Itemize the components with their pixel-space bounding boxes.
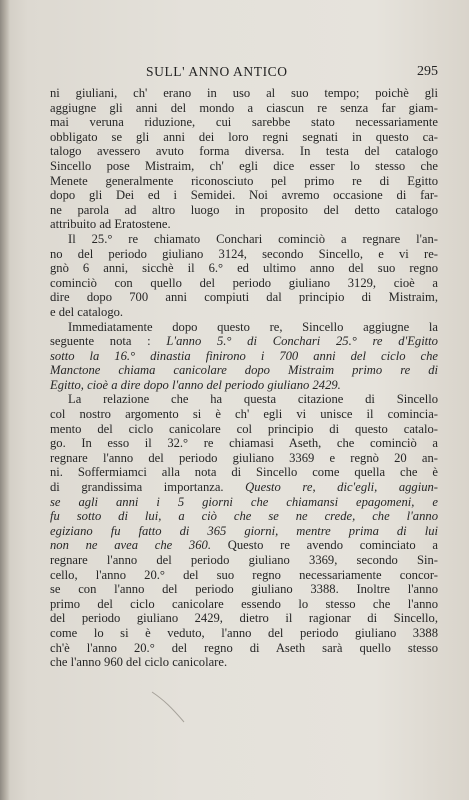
text-line: aggiugne gli anni del mondo a ciascun re senza far giam- <box>50 100 438 115</box>
text-line: talogo avessero avuto forma diversa. In testa del catalogo <box>50 144 438 159</box>
text-line: mai veruna riduzione, cui sarebbe stato necessariamente <box>50 115 438 130</box>
body-text <box>50 86 438 670</box>
text-line: dire dopo 700 anni compiuti dal principio di Mistraim, <box>50 290 438 305</box>
text-line: no del periodo giuliano 3124, secondo Sincello, e vi re- <box>50 246 438 261</box>
text-line: egiziano fu fatto di 365 giorni, mentre prima di lui <box>50 523 438 538</box>
text-line: e del catalogo. <box>50 304 124 319</box>
text-line: dopo gli Dei ed i Semidei. Noi avremo occasione di far- <box>50 188 438 203</box>
text-line: Egitto, cioè a dire dopo l'anno del periodo giuliano 2429. <box>50 377 341 392</box>
text-line: non ne avea che 360. Questo re avendo cominciato a <box>50 538 438 553</box>
text-line: ch'è l'anno 20.° del regno di Aseth sarà quello stesso <box>50 640 438 655</box>
text-line: fu sotto di lui, a ciò che se ne crede, che l'anno <box>50 509 438 524</box>
text-line: go. In esso il 32.° re chiamasi Aseth, che cominciò a <box>50 436 438 451</box>
text-line: primo del ciclo canicolare essendo lo stesso che l'anno <box>50 596 438 611</box>
text-line: mento del ciclo canicolare col principio di questo catalo- <box>50 421 438 436</box>
text-line: attribuito ad Eratostene. <box>50 217 171 232</box>
text-line: seguente nota : L'anno 5.° di Conchari 25.° re d'Egitto <box>50 334 438 349</box>
text-line: La relazione che ha questa citazione di Sincello <box>68 392 438 407</box>
text-line: ne parola ad altro luogo in proposito del detto catalogo <box>50 202 438 217</box>
text-line: cominciò con quello del periodo giuliano 3129, cioè a <box>50 275 438 290</box>
text-line: come lo si è veduto, l'anno del periodo giuliano 3388 <box>50 625 438 640</box>
text-line: se agli anni i 5 giorni che chiamansi epagomeni, e <box>50 494 438 509</box>
text-line: del periodo giuliano 2429, dietro il ragionar di Sincello, <box>50 611 438 626</box>
text-line: Immediatamente dopo questo re, Sincello aggiugne la <box>68 319 438 334</box>
running-title: SULL' ANNO ANTICO <box>146 64 288 79</box>
text-line: Menete generalmente riconosciuto pel primo re di Egitto <box>50 173 438 188</box>
text-line: regnare l'anno del periodo giuliano 3369, secondo Sin- <box>50 553 438 567</box>
page-header <box>50 64 438 82</box>
text-line: che l'anno 960 del ciclo canicolare. <box>50 655 228 670</box>
text-line: sotto la 16.° dinastia finirono i 700 anni del ciclo che <box>50 348 438 363</box>
page-gutter-shadow <box>0 0 10 800</box>
text-line: regnare l'anno del periodo giuliano 3369 e regnò 20 an- <box>50 450 438 465</box>
paper-stain-mark <box>150 690 186 724</box>
text-line: ni giuliani, ch' erano in uso al suo tempo; poichè gli <box>50 86 438 100</box>
text-line: di grandissima importanza. Questo re, dic'egli, aggiun- <box>50 480 439 495</box>
text-line: col nostro argomento si è ch' egli vi unisce il comincia- <box>50 407 438 422</box>
text-line: Il 25.° re chiamato Conchari cominciò a regnare l'an- <box>68 231 438 246</box>
text-line: obbligato se gli anni dei loro regni segnati in questo ca- <box>50 129 438 144</box>
text-line: cello, l'anno 20.° del suo regno necessariamente concor- <box>50 567 438 582</box>
text-line: ni. Soffermiamci alla nota di Sincello come quella che è <box>50 465 438 480</box>
text-line: se con l'anno del periodo giuliano 3388. Inoltre l'anno <box>50 582 438 597</box>
text-line: gnò 6 anni, sicchè il 6.° ed ultimo anno del suo regno <box>50 261 438 276</box>
text-line: Manctone chiama canicolare dopo Mistraim primo re di <box>50 363 438 378</box>
text-line: Sincello pose Mistraim, ch' egli dice esser lo stesso che <box>50 158 438 173</box>
page-number: 295 <box>417 64 438 79</box>
